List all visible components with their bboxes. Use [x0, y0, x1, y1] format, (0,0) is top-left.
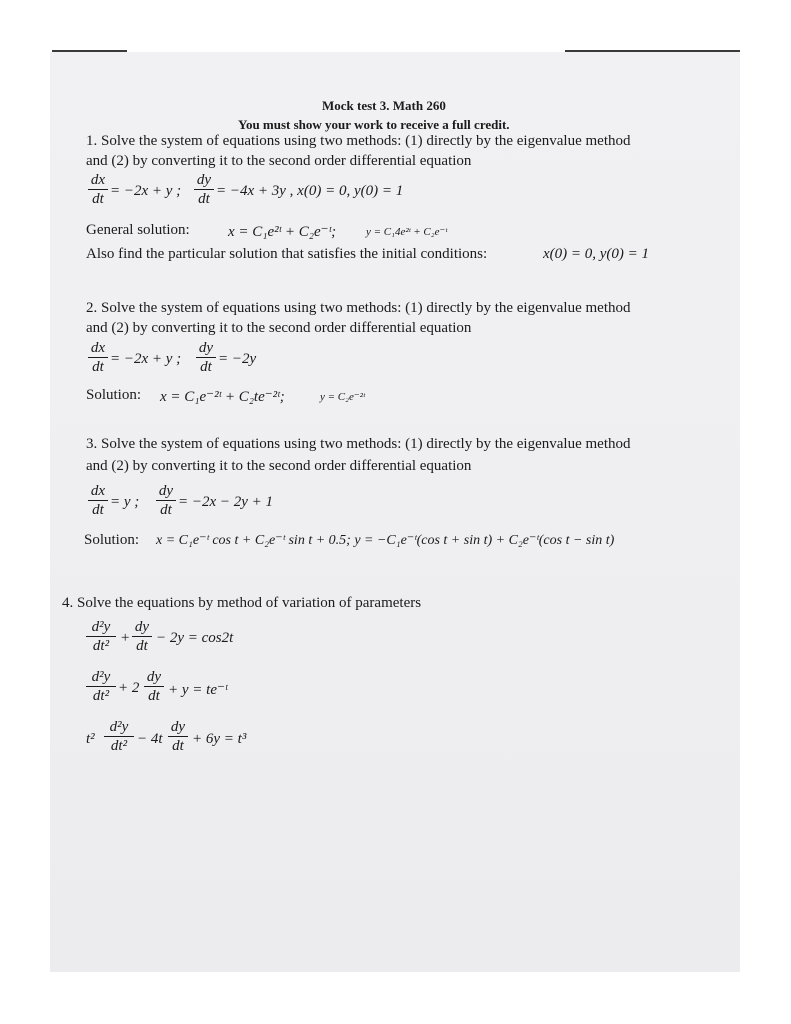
problem-4-eq1-d2ydt2: d²y dt²	[86, 619, 116, 654]
problem-2-statement: 2. Solve the system of equations using two methods: (1) directly by the eigenvalue method	[86, 300, 631, 316]
problem-3-solution-label: Solution:	[84, 532, 140, 548]
problem-4-statement: 4. Solve the equations by method of variation of parameters	[62, 595, 422, 611]
problem-1-statement-2: and (2) by converting it to the second order differential equation	[86, 153, 472, 169]
page-title: Mock test 3. Math 260	[322, 98, 446, 113]
problem-2-solution-label: Solution:	[86, 387, 142, 403]
problem-1-statement: 1. Solve the system of equations using two methods: (1) directly by the eigenvalue method	[86, 133, 631, 149]
problem-1-eq1-rhs: = −2x + y ;	[110, 183, 182, 199]
problem-4-eq3-op: − 4t	[137, 731, 163, 747]
problem-3-eq2-rhs: = −2x − 2y + 1	[178, 494, 274, 510]
problem-2-eq2-rhs: = −2y	[218, 351, 257, 367]
problem-4-eq2-d2ydt2: d²y dt²	[86, 669, 116, 704]
problem-2-solution-x: x = C₁e⁻²ᵗ + C₂te⁻²ᵗ;	[160, 389, 285, 405]
problem-1-dxdt: dx dt	[88, 172, 108, 207]
problem-4-eq1-op: +	[120, 630, 131, 646]
problem-1-general-y: y = C₁4e²ᵗ + C₂e⁻ᵗ	[366, 226, 448, 238]
problem-4-eq3-pre: t²	[86, 731, 95, 747]
problem-1-general-label: General solution:	[86, 222, 190, 238]
problem-2-dxdt: dx dt	[88, 340, 108, 375]
problem-2-statement-2: and (2) by converting it to the second order differential equation	[86, 320, 472, 336]
document-page	[50, 52, 740, 972]
problem-2-solution-y: y = C₂e⁻²ᵗ	[320, 391, 365, 403]
problem-4-eq1-rest: − 2y = cos2t	[156, 630, 234, 646]
problem-1-general-x: x = C₁e²ᵗ + C₂e⁻ᵗ;	[228, 224, 337, 240]
problem-4-eq2-dydt: dy dt	[144, 669, 164, 704]
page-subtitle: You must show your work to receive a full credit.	[238, 117, 510, 132]
problem-2-eq1-rhs: = −2x + y ;	[110, 351, 182, 367]
problem-4-eq3-dydt: dy dt	[168, 719, 188, 754]
problem-3-solution: x = C₁e⁻ᵗ cos t + C₂e⁻ᵗ sin t + 0.5; y = −C₁e⁻ᵗ(cos t + sin t) + C₂e⁻ᵗ(cos t − sin t)	[156, 533, 615, 548]
problem-4-eq3-d2ydt2: d²y dt²	[104, 719, 134, 754]
problem-1-dydt: dy dt	[194, 172, 214, 207]
problem-1-also: Also find the particular solution that satisfies the initial conditions:	[86, 246, 488, 262]
problem-3-statement: 3. Solve the system of equations using two methods: (1) directly by the eigenvalue method	[86, 436, 631, 452]
problem-4-eq3-rest: + 6y = t³	[192, 731, 247, 747]
problem-3-eq1-rhs: = y ;	[110, 494, 140, 510]
problem-4-eq1-dydt: dy dt	[132, 619, 152, 654]
problem-4-eq2-rest: + y = te⁻ᵗ	[168, 682, 228, 698]
problem-2-dydt: dy dt	[196, 340, 216, 375]
problem-1-initial-conditions: x(0) = 0, y(0) = 1	[543, 246, 650, 262]
problem-1-eq2-rhs: = −4x + 3y , x(0) = 0, y(0) = 1	[216, 183, 404, 199]
problem-4-eq2-op: + 2	[118, 680, 140, 696]
problem-3-statement-2: and (2) by converting it to the second order differential equation	[86, 458, 472, 474]
problem-3-dydt: dy dt	[156, 483, 176, 518]
problem-3-dxdt: dx dt	[88, 483, 108, 518]
